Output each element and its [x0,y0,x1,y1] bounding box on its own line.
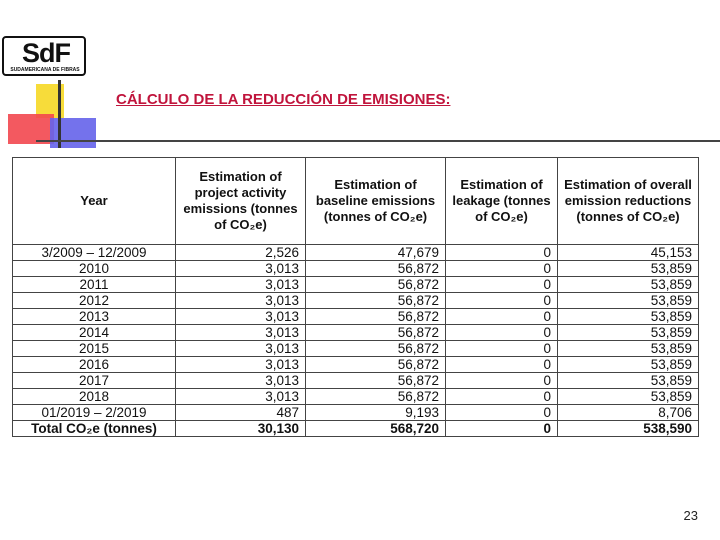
project-emissions-cell: 3,013 [176,325,306,341]
reductions-cell: 538,590 [558,421,699,437]
baseline-emissions-cell: 56,872 [306,341,446,357]
project-emissions-cell: 3,013 [176,357,306,373]
year-cell: 2011 [13,277,176,293]
reductions-cell: 53,859 [558,357,699,373]
logo-mark: SdF [22,38,70,68]
leakage-cell: 0 [446,277,558,293]
table-row [13,261,699,277]
leakage-cell: 0 [446,341,558,357]
table-body [13,245,699,437]
year-cell: 2010 [13,261,176,277]
sdf-logo [2,36,86,76]
leakage-cell: 0 [446,421,558,437]
year-cell: 2016 [13,357,176,373]
table-row [13,389,699,405]
leakage-cell: 0 [446,373,558,389]
leakage-cell: 0 [446,245,558,261]
reductions-cell: 53,859 [558,389,699,405]
baseline-emissions-cell: 56,872 [306,373,446,389]
year-cell: 2012 [13,293,176,309]
baseline-emissions-cell: 56,872 [306,261,446,277]
baseline-emissions-cell: 9,193 [306,405,446,421]
baseline-emissions-cell: 56,872 [306,325,446,341]
project-emissions-cell: 3,013 [176,309,306,325]
reductions-cell: 53,859 [558,373,699,389]
table-total-row [13,421,699,437]
reductions-cell: 53,859 [558,341,699,357]
table-row [13,341,699,357]
decor-blue-square [50,118,96,148]
header-project-emissions: Estimation of project activity emissions (tonnes of CO₂e) [176,158,306,245]
project-emissions-cell: 2,526 [176,245,306,261]
reductions-cell: 53,859 [558,293,699,309]
leakage-cell: 0 [446,405,558,421]
year-cell: 2013 [13,309,176,325]
table-row [13,277,699,293]
table-row [13,373,699,389]
decor-horizontal-line [36,140,720,142]
table-row [13,245,699,261]
reductions-cell: 53,859 [558,261,699,277]
leakage-cell: 0 [446,309,558,325]
reductions-cell: 8,706 [558,405,699,421]
table-header-row [13,158,699,245]
project-emissions-cell: 3,013 [176,341,306,357]
emission-reduction-table [12,157,699,437]
project-emissions-cell: 3,013 [176,389,306,405]
table-row [13,309,699,325]
year-cell: 3/2009 – 12/2009 [13,245,176,261]
baseline-emissions-cell: 56,872 [306,357,446,373]
header-baseline-emissions: Estimation of baseline emissions (tonnes of CO₂e) [306,158,446,245]
logo-subtitle: SUDAMERICANA DE FIBRAS [10,67,80,73]
slide-title: CÁLCULO DE LA REDUCCIÓN DE EMISIONES: [116,91,451,108]
decor-vertical-line [58,80,61,148]
reductions-cell: 45,153 [558,245,699,261]
table-row [13,357,699,373]
baseline-emissions-cell: 56,872 [306,389,446,405]
leakage-cell: 0 [446,357,558,373]
year-cell: 2018 [13,389,176,405]
table-row [13,325,699,341]
header-year: Year [13,158,176,245]
reductions-cell: 53,859 [558,277,699,293]
project-emissions-cell: 3,013 [176,293,306,309]
project-emissions-cell: 3,013 [176,261,306,277]
page-number: 23 [683,508,698,523]
leakage-cell: 0 [446,261,558,277]
reductions-cell: 53,859 [558,309,699,325]
baseline-emissions-cell: 56,872 [306,309,446,325]
baseline-emissions-cell: 568,720 [306,421,446,437]
table-row [13,293,699,309]
leakage-cell: 0 [446,389,558,405]
reductions-cell: 53,859 [558,325,699,341]
header-emission-reductions: Estimation of overall emission reductions (tonnes of CO₂e) [558,158,699,245]
project-emissions-cell: 487 [176,405,306,421]
baseline-emissions-cell: 56,872 [306,277,446,293]
leakage-cell: 0 [446,325,558,341]
project-emissions-cell: 30,130 [176,421,306,437]
project-emissions-cell: 3,013 [176,277,306,293]
year-cell: 2014 [13,325,176,341]
baseline-emissions-cell: 47,679 [306,245,446,261]
header-leakage: Estimation of leakage (tonnes of CO₂e) [446,158,558,245]
year-cell: Total CO₂e (tonnes) [13,421,176,437]
year-cell: 01/2019 – 2/2019 [13,405,176,421]
project-emissions-cell: 3,013 [176,373,306,389]
baseline-emissions-cell: 56,872 [306,293,446,309]
year-cell: 2017 [13,373,176,389]
leakage-cell: 0 [446,293,558,309]
year-cell: 2015 [13,341,176,357]
table-row [13,405,699,421]
